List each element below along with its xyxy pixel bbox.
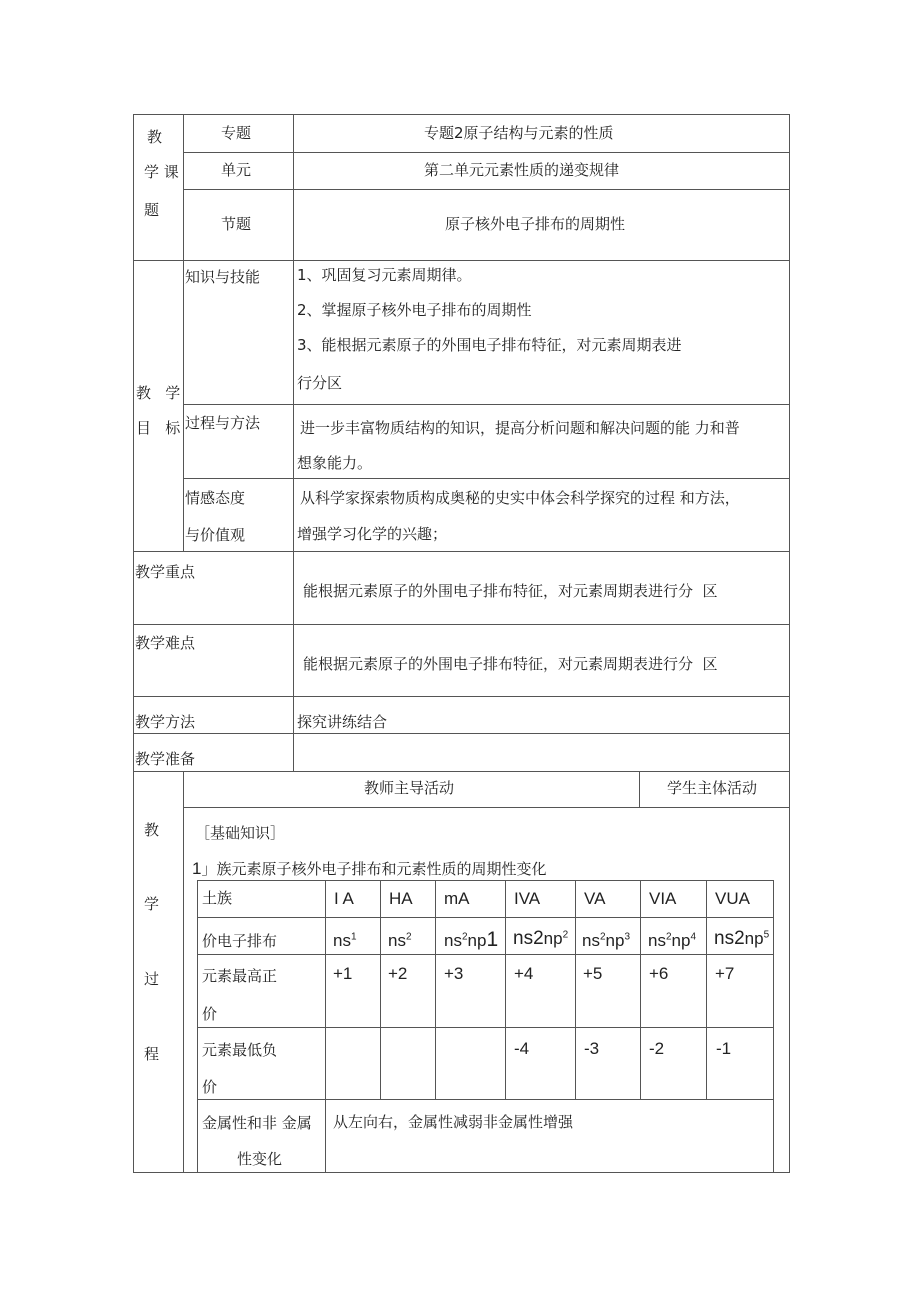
max-valence-cell: +5 [583,964,603,983]
valence-config-cell: $ns^2np1$ [444,928,499,951]
min-valence-cell: -3 [584,1039,600,1058]
valence-config-cell: $ns2np^5$ [714,928,770,949]
method-goal-label: 过程与方法 [185,414,261,432]
group-header: mA [444,889,470,908]
group-header: VA [584,889,606,908]
emotion-label-line2: 与价值观 [185,526,246,544]
min-valence-cell: -4 [514,1039,530,1058]
process-side-char-4: 程 [144,1045,160,1063]
preparation-label: 教学准备 [135,750,196,768]
metal-trend-text: 从左向右，金属性减弱非金属性增强 [333,1113,574,1131]
row-label-metal-1: 金属性和非 金属 [202,1114,312,1132]
method-goal-line-2: 想象能力。 [297,454,373,472]
header-label-jiao: 教 [147,128,163,146]
basic-knowledge-heading: ［基础知识］ [195,824,286,842]
max-valence-cell: +3 [444,964,464,983]
process-side-char-3: 过 [144,970,160,988]
row-label-min-1: 元素最低负 [202,1041,278,1059]
group-header: I A [334,889,354,908]
row-label-max-2: 价 [202,1005,218,1023]
valence-config-cell: $ns^2np^4$ [648,931,697,950]
row-label-min-2: 价 [202,1078,218,1096]
item-title [192,860,546,877]
knowledge-line-1: 1、巩固复习元素周期律。 [297,266,472,284]
item-title-number: 1 [192,859,202,878]
teaching-method-text: 探究讲练结合 [297,713,388,731]
goals-label-line1: 教 学 [136,384,181,402]
section-key: 节题 [221,215,252,233]
valence-config-cell: $ns^1$ [333,931,357,950]
knowledge-line-4: 行分区 [297,374,343,392]
unit-value: 第二单元元素性质的递变规律 [424,161,620,179]
group-header: VUA [715,889,750,908]
difficulty-label: 教学难点 [135,634,196,652]
group-header: VIA [649,889,677,908]
student-activity-header: 学生主体活动 [667,779,758,797]
difficulty-text: 能根据元素原子的外围电子排布特征，对元素周期表进行分 区 [303,655,718,673]
row-label-valence: 价电子排布 [202,932,278,950]
goals-label-line2: 目 标 [136,419,181,437]
method-goal-line-1: 进一步丰富物质结构的知识，提高分析问题和解决问题的能 力和普 [300,419,740,437]
min-valence-cell: -2 [649,1039,665,1058]
header-label-ti: 题 [144,201,160,219]
min-valence-cell: -1 [716,1039,732,1058]
knowledge-line-2: 2、掌握原子核外电子排布的周期性 [297,301,532,319]
valence-config-cell: $ns^2$ [388,931,412,950]
emotion-line-1: 从科学家探索物质构成奥秘的史实中体会科学探究的过程 和方法， [300,489,740,507]
knowledge-label: 知识与技能 [185,268,261,286]
knowledge-line-3: 3、能根据元素原子的外围电子排布特征，对元素周期表进 [297,336,682,354]
max-valence-cell: +2 [388,964,408,983]
row-label-max-1: 元素最高正 [202,967,278,985]
emotion-line-2: 增强学习化学的兴趣； [297,525,448,543]
topic-key: 专题 [221,124,252,142]
unit-key: 单元 [221,161,252,179]
row-label-group: 土族 [202,889,233,907]
row-label-metal-2: 性变化 [237,1150,283,1168]
max-valence-cell: +6 [649,964,669,983]
key-point-label: 教学重点 [135,563,196,581]
teacher-activity-header: 教师主导活动 [364,779,455,797]
group-header: HA [389,889,413,908]
max-valence-cell: +1 [333,964,353,983]
section-value: 原子核外电子排布的周期性 [445,215,626,233]
max-valence-cell: +4 [514,964,534,983]
key-point-text: 能根据元素原子的外围电子排布特征，对元素周期表进行分 区 [303,582,718,600]
valence-config-cell: $ns2np^2$ [513,928,569,949]
teaching-method-label: 教学方法 [135,713,196,731]
header-label-xueke: 学 课 [144,163,179,181]
emotion-label-line1: 情感态度 [185,489,246,507]
group-header: IVA [514,889,541,908]
max-valence-cell: +7 [715,964,735,983]
process-side-char-2: 学 [144,895,160,913]
item-title-text: 」族元素原子核外电子排布和元素性质的周期性变化 [201,860,547,878]
process-side-char-1: 教 [144,821,160,839]
valence-config-cell: $ns^2np^3$ [582,931,631,950]
topic-value: 专题2原子结构与元素的性质 [424,124,614,142]
